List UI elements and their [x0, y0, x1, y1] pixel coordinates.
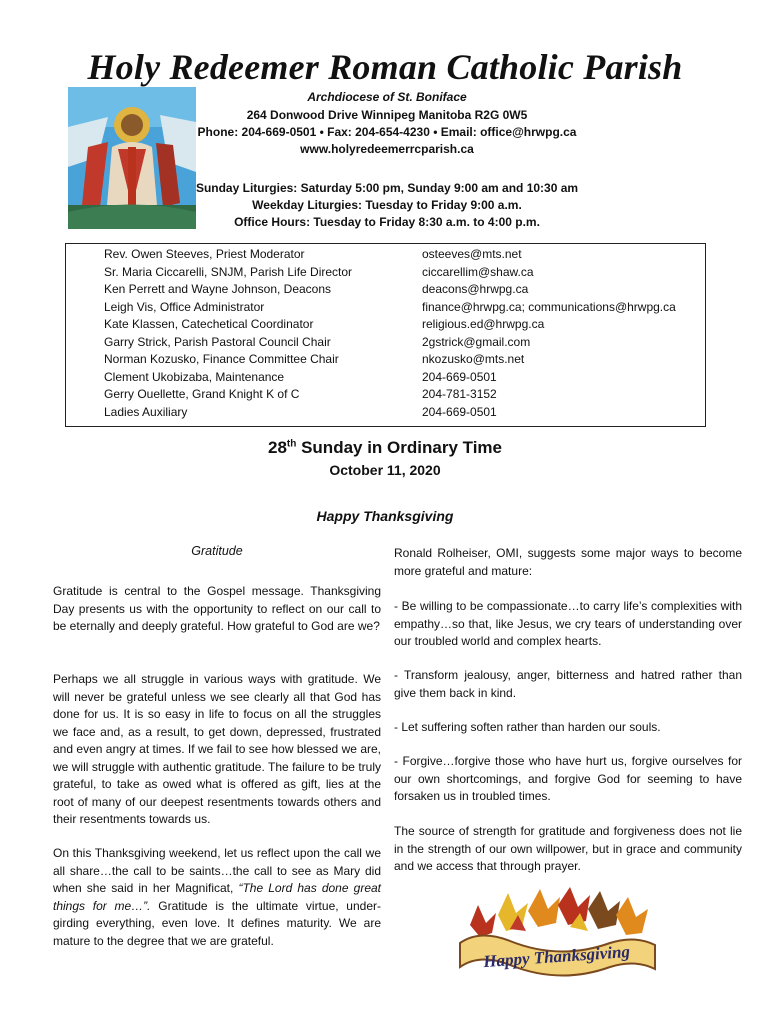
- liturgical-sunday-title: [0, 438, 770, 458]
- staff-contact: osteeves@mts.net: [422, 247, 522, 261]
- contact-line: Phone: 204-669-0501 • Fax: 204-654-4230 • Email: office@hrwpg.ca: [197, 125, 577, 139]
- staff-name: Leigh Vis, Office Administrator: [104, 299, 265, 314]
- staff-contact: 204-669-0501: [422, 404, 497, 419]
- paragraph-text: On this Thanksgiving weekend, let us reflect upon the call we all share…the call to be saints…the call to see as Mary did when she said in her Magnificat,: [53, 846, 381, 895]
- archdiocese-name: Archdiocese of St. Boniface: [307, 90, 467, 104]
- staff-directory: [65, 243, 706, 427]
- staff-row: [66, 317, 705, 334]
- parish-title: Holy Redeemer Roman Catholic Parish: [87, 47, 683, 87]
- staff-row: [66, 352, 705, 369]
- list-item: - Let suffering soften rather than harden our souls.: [394, 720, 661, 734]
- banner-text: Happy Thanksgiving: [482, 941, 631, 972]
- staff-row: [66, 265, 705, 282]
- staff-name: Gerry Ouellette, Grand Knight K of C: [104, 387, 300, 401]
- paragraph: The source of strength for gratitude and forgiveness does not lie in the strength of our own willpower, but in grace and community and we access that through prayer.: [394, 824, 742, 873]
- paragraph: Gratitude is central to the Gospel message. Thanksgiving Day presents us with the opportunity to reflect on our call to be eternally and deeply grateful. How grateful to God are we?: [53, 584, 381, 633]
- staff-name: Sr. Maria Ciccarelli, SNJM, Parish Life Director: [104, 264, 353, 279]
- list-item: - Forgive…forgive those who have hurt us, forgive ourselves for our own shortcomings, and forgive God for seeming to have forsaken us in troubled times.: [394, 754, 742, 803]
- autumn-leaves-icon: [470, 887, 648, 937]
- staff-row: [66, 387, 705, 404]
- office-hours: Office Hours: Tuesday to Friday 8:30 a.m. to 4:00 p.m.: [234, 215, 540, 229]
- staff-row: [66, 282, 705, 299]
- sunday-number: 28: [267, 438, 287, 457]
- staff-row: [66, 370, 705, 387]
- staff-contact: 204-669-0501: [422, 369, 497, 384]
- staff-contact: religious.ed@hrwpg.ca: [422, 317, 545, 331]
- paragraph: [53, 845, 381, 950]
- paragraph: Perhaps we all struggle in various ways with gratitude. We will never be grateful unless we see clearly all that God has done for us. It is so easy in life to focus on all the struggles we face and, as a result, to get down, depressed, frustrated and even angry at times. If we fail to see how blessed we are, we will struggle with authentic gratitude. The failure to be truly grateful, to take as owed what is offered as gift, lies at the root of many of our deepest resentments towards others and their resentments towards us.: [53, 672, 381, 826]
- parish-website: www.holyredeemerrcparish.ca: [300, 142, 474, 156]
- staff-row: [66, 300, 705, 317]
- staff-contact: nkozusko@mts.net: [422, 352, 525, 366]
- staff-row: [66, 335, 705, 352]
- theme-heading: Happy Thanksgiving: [316, 508, 454, 524]
- sunday-name: Sunday in Ordinary Time: [296, 438, 502, 457]
- staff-contact: finance@hrwpg.ca; communications@hrwpg.ca: [422, 299, 676, 314]
- staff-name: Norman Kozusko, Finance Committee Chair: [104, 352, 339, 366]
- staff-row: [66, 247, 705, 264]
- sunday-suffix: th: [286, 438, 297, 450]
- staff-name: Ken Perrett and Wayne Johnson, Deacons: [104, 282, 332, 296]
- staff-name: Garry Strick, Parish Pastoral Council Chair: [104, 334, 331, 349]
- weekday-liturgies: Weekday Liturgies: Tuesday to Friday 9:00 a.m.: [252, 198, 522, 212]
- staff-contact: 204-781-3152: [422, 387, 497, 401]
- sunday-liturgies: Sunday Liturgies: Saturday 5:00 pm, Sunday 9:00 am and 10:30 am: [195, 181, 579, 195]
- staff-name: Clement Ukobizaba, Maintenance: [104, 369, 285, 384]
- staff-contact: 2gstrick@gmail.com: [422, 334, 531, 349]
- staff-name: Kate Klassen, Catechetical Coordinator: [104, 317, 314, 331]
- happy-thanksgiving-banner: [450, 885, 665, 990]
- list-item: - Transform jealousy, anger, bitterness and hatred rather than give them back in kind.: [394, 668, 742, 700]
- staff-name: Ladies Auxiliary: [104, 404, 188, 419]
- staff-row: [66, 405, 705, 422]
- bulletin-date: October 11, 2020: [329, 462, 441, 478]
- staff-contact: deacons@hrwpg.ca: [422, 282, 529, 296]
- staff-contact: ciccarellim@shaw.ca: [422, 264, 534, 279]
- staff-name: Rev. Owen Steeves, Priest Moderator: [104, 247, 305, 261]
- magnificat-quote: “The Lord has done great things for me…”.: [53, 881, 381, 913]
- paragraph-text: Gratitude is the ultimate virtue, under-girding everything, even love. It defines maturity. We are mature to the degree that we are grateful.: [53, 898, 381, 948]
- gratitude-heading: Gratitude: [191, 544, 243, 558]
- paragraph: Ronald Rolheiser, OMI, suggests some major ways to become more grateful and mature:: [394, 546, 742, 578]
- list-item: - Be willing to be compassionate…to carry life’s complexities with empathy…so that, like Jesus, we cry tears of understanding over our troubled world and complex hearts.: [394, 599, 742, 648]
- parish-address: 264 Donwood Drive Winnipeg Manitoba R2G 0W5: [246, 108, 528, 122]
